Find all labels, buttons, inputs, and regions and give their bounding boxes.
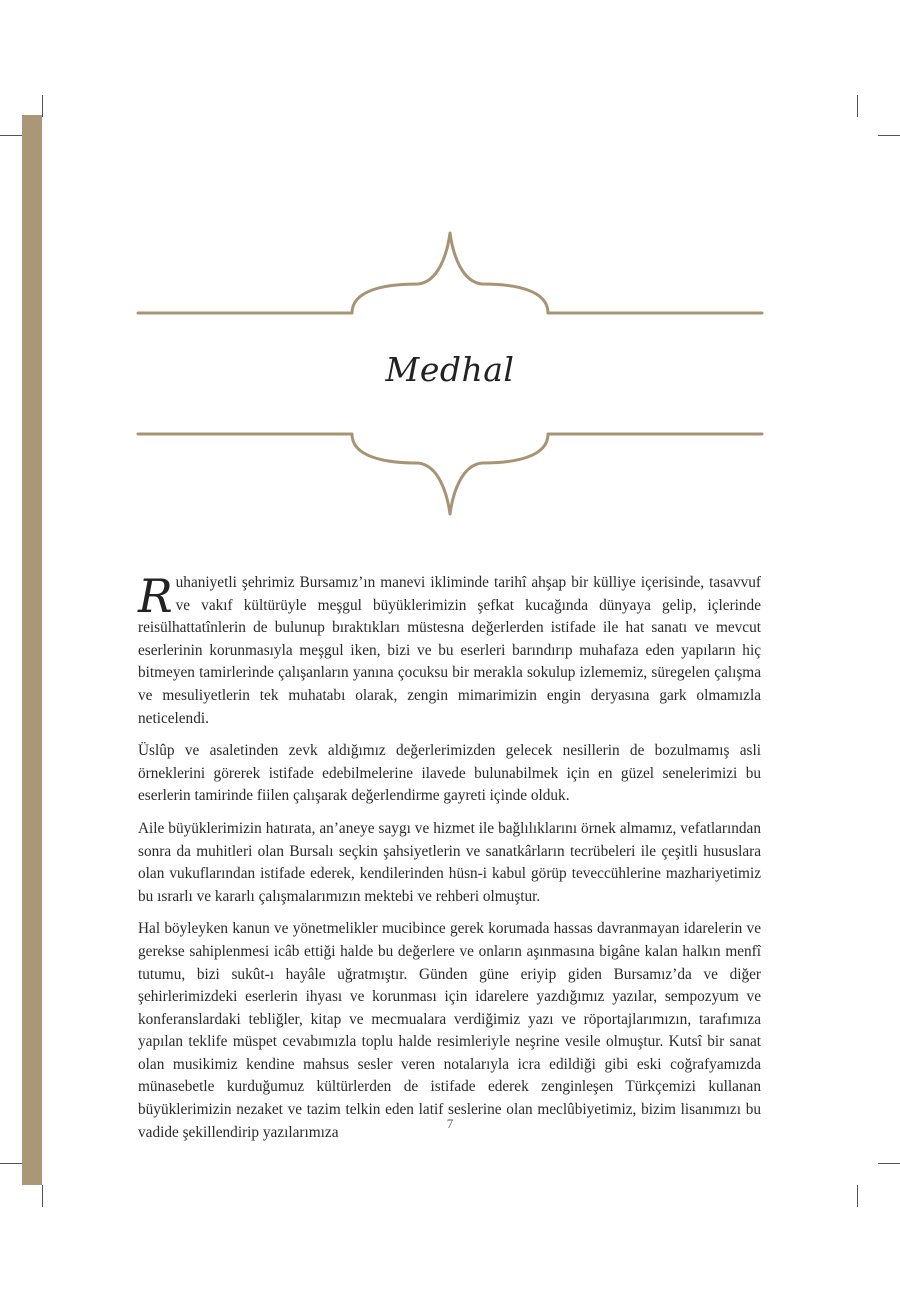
paragraph-1-text: uhaniyetli şehrimiz Bursamız’ın manevi ikliminde tarihî ahşap bir külliye içerisinde, tasavvuf ve vakıf kültürüyle meşgul büyüklerimizin şefkat kucağında dünyaya gelip, içlerinde reisülhattatînlerin de bulunup bıraktıkları müstesna değerlerden istifade ile hat sanatı ve mevcut eserlerinin korunmasıyla meşgul iken, bizi ve bu eserleri barındırıp muhafaza eden yapıların hiç bitmeyen tamirlerinde çalışanların yanına çocuksu bir merakla sokulup izlememiz, süregelen çalışma ve mesuliyetlerin tek muhatabı olarak, zengin mimarimizin engin deryasına gark olmamızla neticelendi. xyxy=(138,574,761,727)
ornament-bottom-arch xyxy=(138,434,762,514)
crop-mark-bottom-right-vertical xyxy=(857,1185,858,1207)
paragraph-1 xyxy=(138,569,761,730)
crop-mark-bottom-left-horizontal xyxy=(0,1163,22,1164)
crop-mark-bottom-right-horizontal xyxy=(878,1163,900,1164)
crop-mark-bottom-left-vertical xyxy=(42,1185,43,1207)
page-number: 7 xyxy=(446,1116,454,1131)
ornament-top-arch xyxy=(138,233,762,313)
body-text xyxy=(138,569,761,1154)
paragraph-3: Aile büyüklerimizin hatırata, an’aneye saygı ve hizmet ile bağlılıklarını örnek almamız, vefatlarından sonra da muhitleri olan Bursalı seçkin şahsiyetlerin ve sanatkârların tecrübeleri ile çeşitli hususlara olan vukuflarından istifade ederek, kendilerinden hüsn-i kabul görüp teveccühlerine mazhariyetimiz bu ısrarlı ve kararlı çalışmalarımızın mektebi ve rehberi olmuştur. xyxy=(138,819,761,905)
paragraph-2: Üslûp ve asaletinden zevk aldığımız değerlerimizden gelecek nesillerin de bozulmamış asli örneklerini görerek istifade edebilmelerine ilavede bulunabilmek için en güzel senelerimizi bu eserlerin tamirinde fiilen çalışarak değerlendirme gayreti içinde olduk. xyxy=(138,742,761,805)
paragraph-4: Hal böyleyken kanun ve yönetmelikler mucibince gerek korumada hassas davranmayan idarelerin ve gerekse sahiplenmesi icâb ettiği halde bu değerlere ve onların aşınmasına bigâne kalan halkın menfî tutumu, bizi sukût-ı hayâle uğratmıştır. Günden güne eriyip giden Bursamız’da ve diğer şehirlerimizdeki eserlerin ihyası ve korunması için idarelere yazdığımız yazılar, sempozyum ve konferanslardaki tebliğler, kitap ve mecmualara verdiğimiz yazı ve röportajlarımızın, tarafımıza yapılan teklife müspet cevabımızla toplu halde resimleriyle neşrine vesile olmuştur. Kutsî bir sanat olan musikimiz kendine mahsus sesler veren notalarıyla icra edildiği gibi eski coğrafyamızda münasebetle kurduğumuz kültürlerden de istifade ederek zenginleşen Türkçemizi kullanan büyüklerimizin nezaket ve tazim telkin eden latif seslerine olan meclûbiyetimiz, bizim lisanımızı bu vadide şekillendirip yazılarımıza xyxy=(138,920,761,1141)
title-ornament-frame xyxy=(0,0,900,560)
chapter-title: Medhal xyxy=(385,350,515,389)
drop-cap: R xyxy=(138,569,173,623)
